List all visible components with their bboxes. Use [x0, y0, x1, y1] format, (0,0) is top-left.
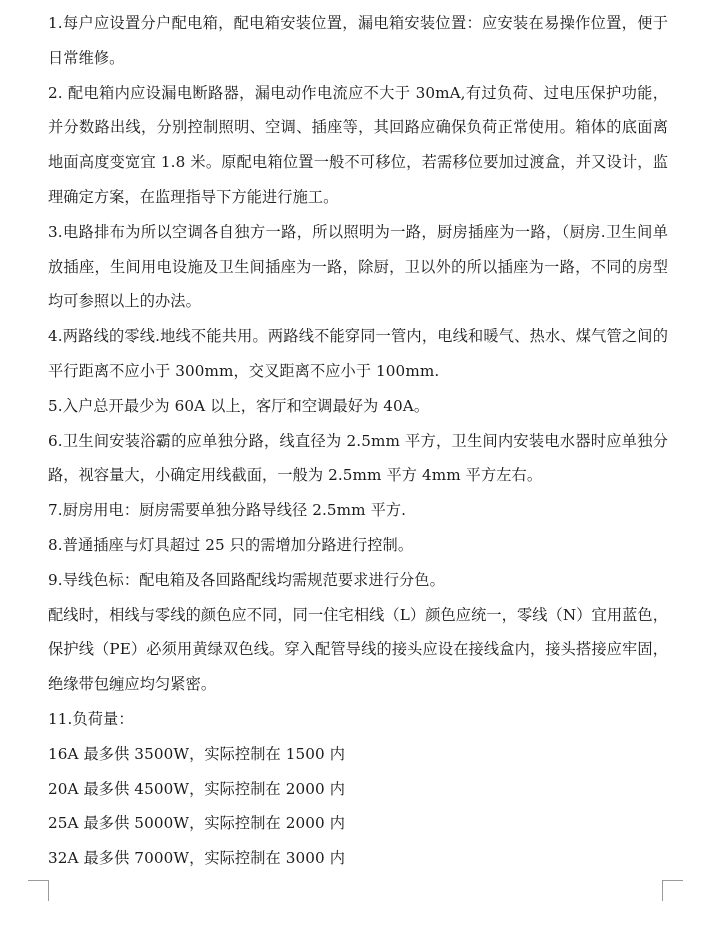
document-body — [48, 6, 668, 876]
paragraph-8: 8.普通插座与灯具超过 25 只的需增加分路进行控制。 — [48, 535, 414, 554]
load-line-32a: 32A 最多供 7000W，实际控制在 3000 内 — [48, 849, 345, 868]
paragraph-2: 2. 配电箱内应设漏电断路器，漏电动作电流应不大于 30mA,有过负荷、过电压保护功能，并分数路出线，分别控制照明、空调、插座等，其回路应确保负荷正常使用。箱体的底面离地面高度变宽宜 1.8 米。原配电箱位置一般不可移位，若需移位要加过渡盒，并又设计，监理确定方案，在监理指导下方能进行施工。 — [48, 83, 668, 206]
load-line-20a: 20A 最多供 4500W，实际控制在 2000 内 — [48, 779, 345, 798]
paragraph-4: 4.两路线的零线.地线不能共用。两路线不能穿同一管内，电线和暖气、热水、煤气管之间的平行距离不应小于 300mm，交叉距离不应小于 100mm. — [48, 327, 668, 380]
paragraph-wiring: 配线时，相线与零线的颜色应不同，同一住宅相线（L）颜色应统一，零线（N）宜用蓝色，保护线（PE）必须用黄绿双色线。穿入配管导线的接头应设在接线盒内，接头搭接应牢固，绝缘带包缠应均匀紧密。 — [48, 605, 668, 694]
paragraph-7: 7.厨房用电：厨房需要单独分路导线径 2.5mm 平方. — [48, 501, 407, 520]
load-line-16a: 16A 最多供 3500W，实际控制在 1500 内 — [48, 744, 345, 763]
paragraph-9: 9.导线色标：配电箱及各回路配线均需规范要求进行分色。 — [48, 570, 445, 589]
paragraph-6: 6.卫生间安装浴霸的应单独分路，线直径为 2.5mm 平方，卫生间内安装电水器时应单独分路，视容量大，小确定用线截面，一般为 2.5mm 平方 4mm 平方左右。 — [48, 431, 668, 485]
margin-corner-bottom-right — [662, 880, 683, 901]
paragraph-1: 1.每户应设置分户配电箱，配电箱安装位置，漏电箱安装位置：应安装在易操作位置，便于日常维修。 — [48, 14, 668, 67]
margin-corner-bottom-left — [28, 880, 49, 901]
paragraph-5: 5.入户总开最少为 60A 以上，客厅和空调最好为 40A。 — [48, 396, 430, 415]
paragraph-11: 11.负荷量： — [48, 709, 134, 728]
paragraph-3: 3.电路排布为所以空调各自独方一路，所以照明为一路，厨房插座为一路，（厨房.卫生间单放插座，生间用电设施及卫生间插座为一路，除厨，卫以外的所以插座为一路，不同的房型均可参照以上的办法。 — [48, 222, 668, 311]
load-line-25a: 25A 最多供 5000W，实际控制在 2000 内 — [48, 814, 345, 833]
